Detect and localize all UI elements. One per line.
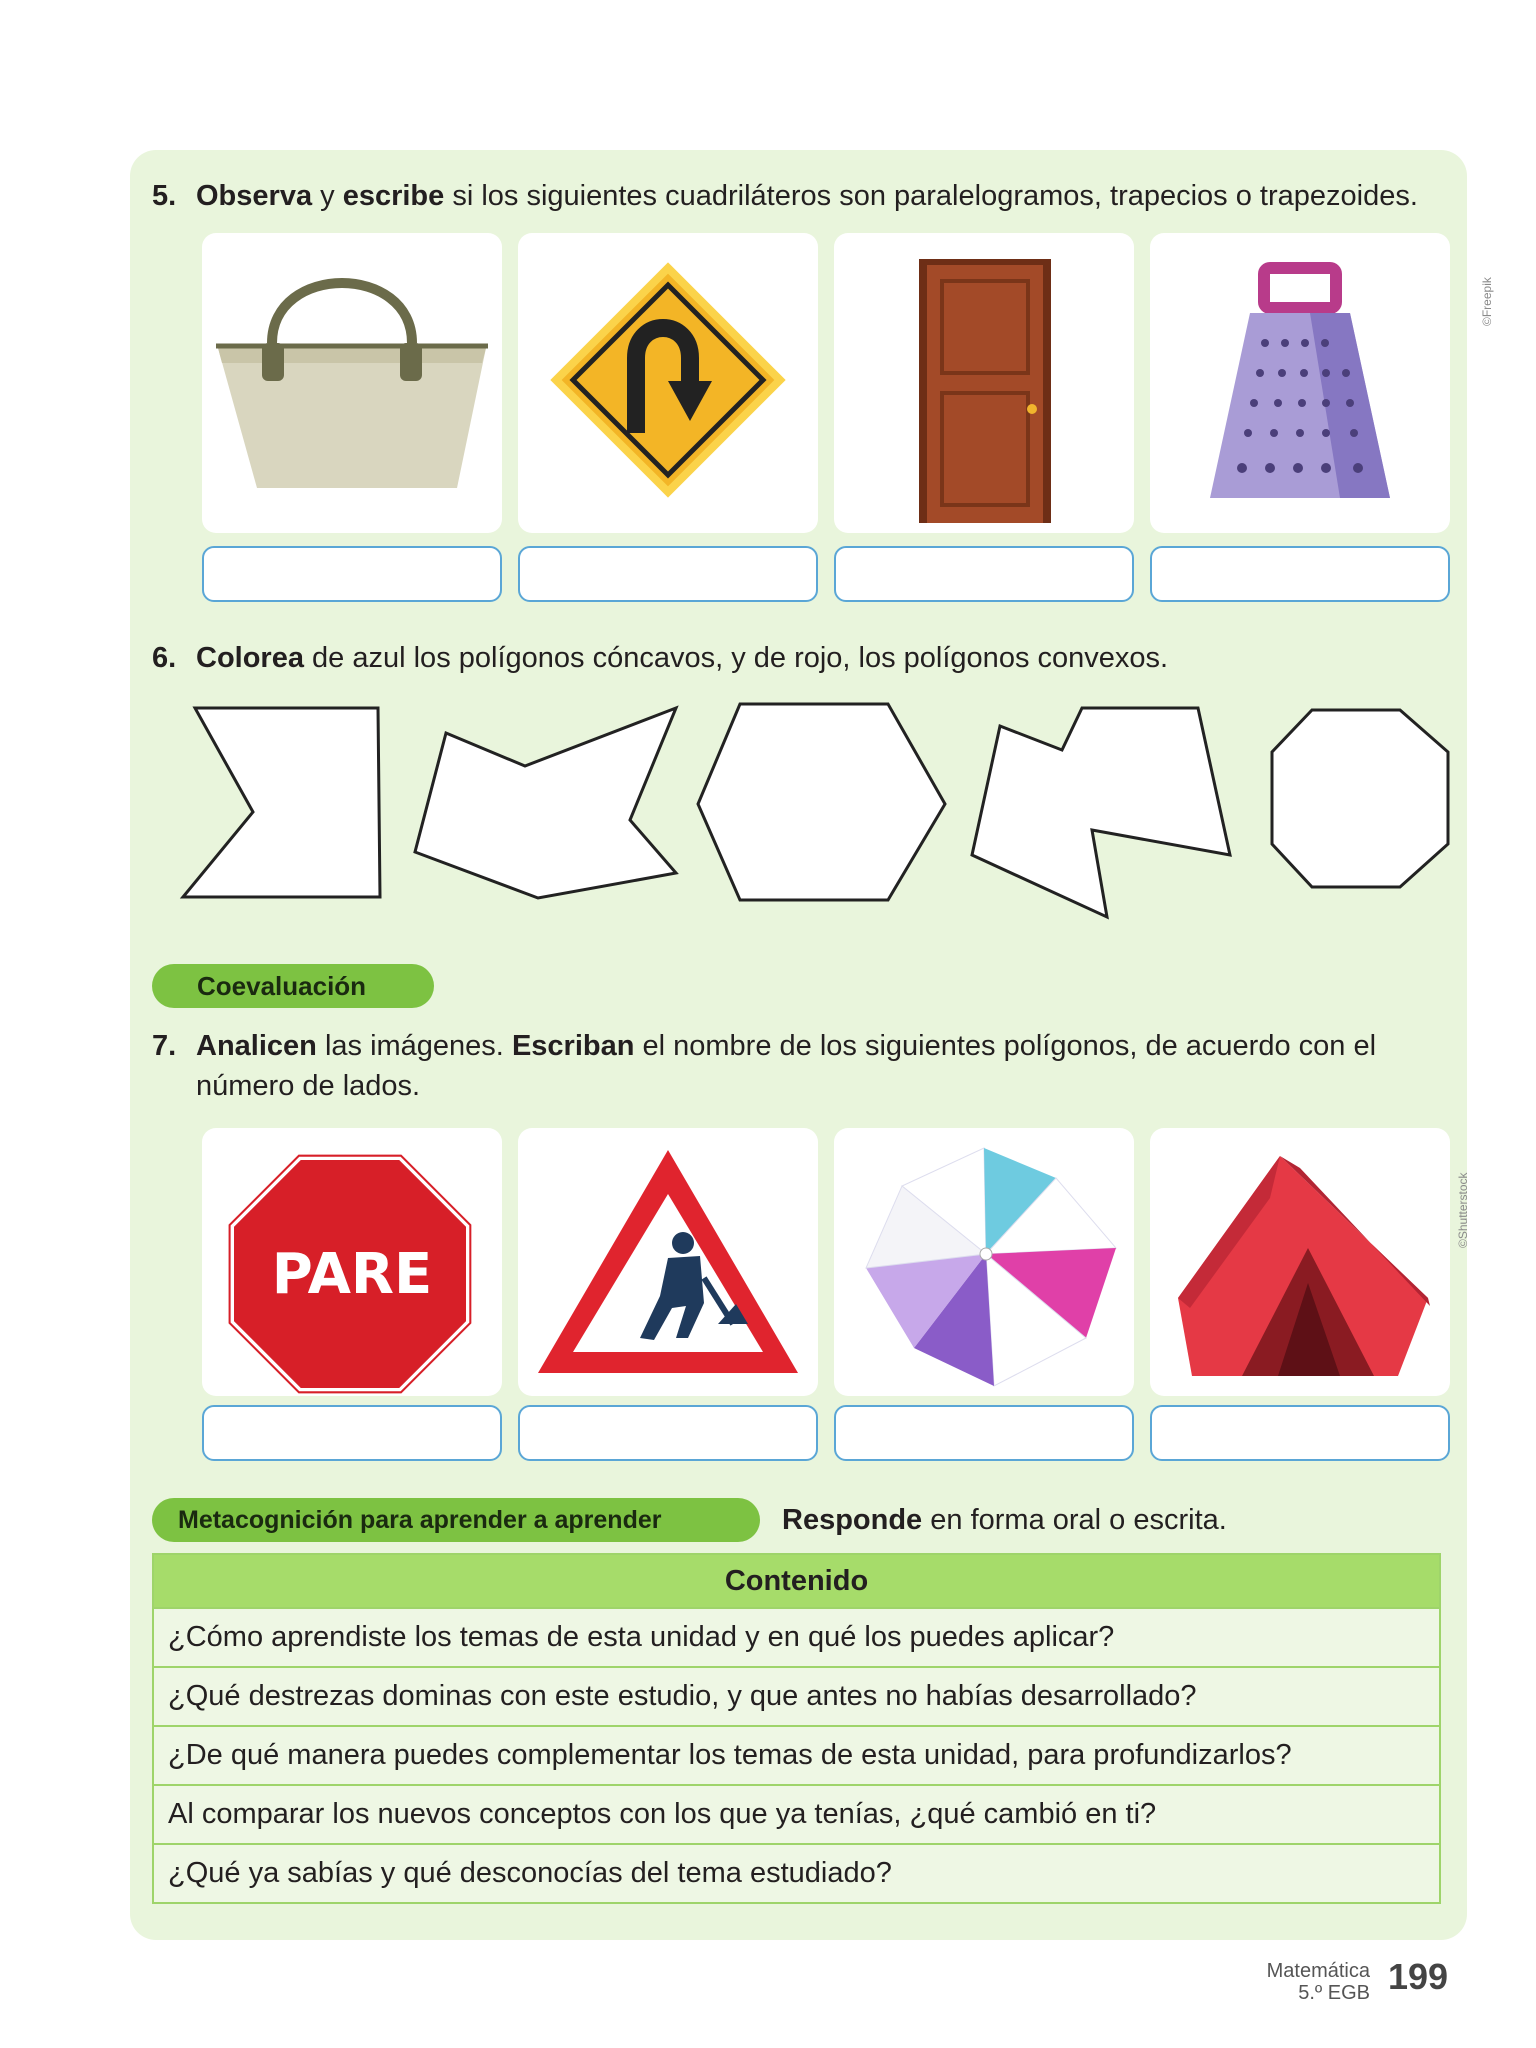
stop-sign-text: PARE [271, 1242, 433, 1307]
credit-shutterstock: ©Shutterstock [1456, 1172, 1470, 1248]
answer-box-6[interactable] [518, 1405, 818, 1461]
table-row: ¿De qué manera puedes complementar los temas de esta unidad, para profundizarlos? [154, 1725, 1439, 1784]
polygons-to-color [170, 690, 1460, 930]
polygon-concave-3 [972, 708, 1230, 917]
question-5: 5. Observa y escribe si los siguientes cuadriláteros son paralelogramos, trapecios o trapezoides. [152, 180, 1418, 212]
road-work-sign-image [518, 1128, 818, 1396]
metacognicion-badge: Metacognición para aprender a aprender [152, 1498, 760, 1542]
polygon-concave-2 [415, 708, 676, 898]
table-row: ¿Cómo aprendiste los temas de esta unidad y en qué los puedes aplicar? [154, 1607, 1439, 1666]
uturn-sign-image [518, 233, 818, 533]
coevaluacion-badge: Coevaluación [152, 964, 434, 1008]
answer-box-2[interactable] [518, 546, 818, 602]
page-number: 199 [1388, 1956, 1449, 1997]
answer-box-1[interactable] [202, 546, 502, 602]
table-row: ¿Qué destrezas dominas con este estudio, y que antes no habías desarrollado? [154, 1666, 1439, 1725]
table-header: Contenido [154, 1555, 1439, 1607]
question-7: 7. Analicen las imágenes. Escriban el nombre de los siguientes polígonos, de acuerdo con el [152, 1030, 1377, 1062]
answer-box-7[interactable] [834, 1405, 1134, 1461]
stop-sign-image [202, 1128, 502, 1396]
tent-image [1150, 1128, 1450, 1396]
polygon-octagon [1272, 710, 1448, 887]
metacognicion-instruction: Responde en forma oral o escrita. [782, 1504, 1227, 1536]
question-7-line-2: número de lados. [196, 1070, 421, 1102]
credit-freepik: ©Freepik [1480, 277, 1494, 326]
polygon-hexagon [698, 704, 945, 900]
door-image [834, 233, 1134, 533]
answer-box-8[interactable] [1150, 1405, 1450, 1461]
question-6: 6. Colorea de azul los polígonos cóncavos, y de rojo, los polígonos convexos. [152, 642, 1169, 674]
answer-box-4[interactable] [1150, 546, 1450, 602]
handbag-image [202, 233, 502, 533]
footer-subject: Matemática 5.º EGB [1266, 1960, 1370, 2004]
table-row: ¿Qué ya sabías y qué desconocías del tema estudiado? [154, 1843, 1439, 1902]
table-row: Al comparar los nuevos conceptos con los que ya tenías, ¿qué cambió en ti? [154, 1784, 1439, 1843]
polygon-concave-1 [183, 708, 380, 897]
reflection-table [152, 1553, 1441, 1904]
answer-box-3[interactable] [834, 546, 1134, 602]
cheese-grater-image [1150, 233, 1450, 533]
answer-box-5[interactable] [202, 1405, 502, 1461]
umbrella-image [834, 1128, 1134, 1396]
